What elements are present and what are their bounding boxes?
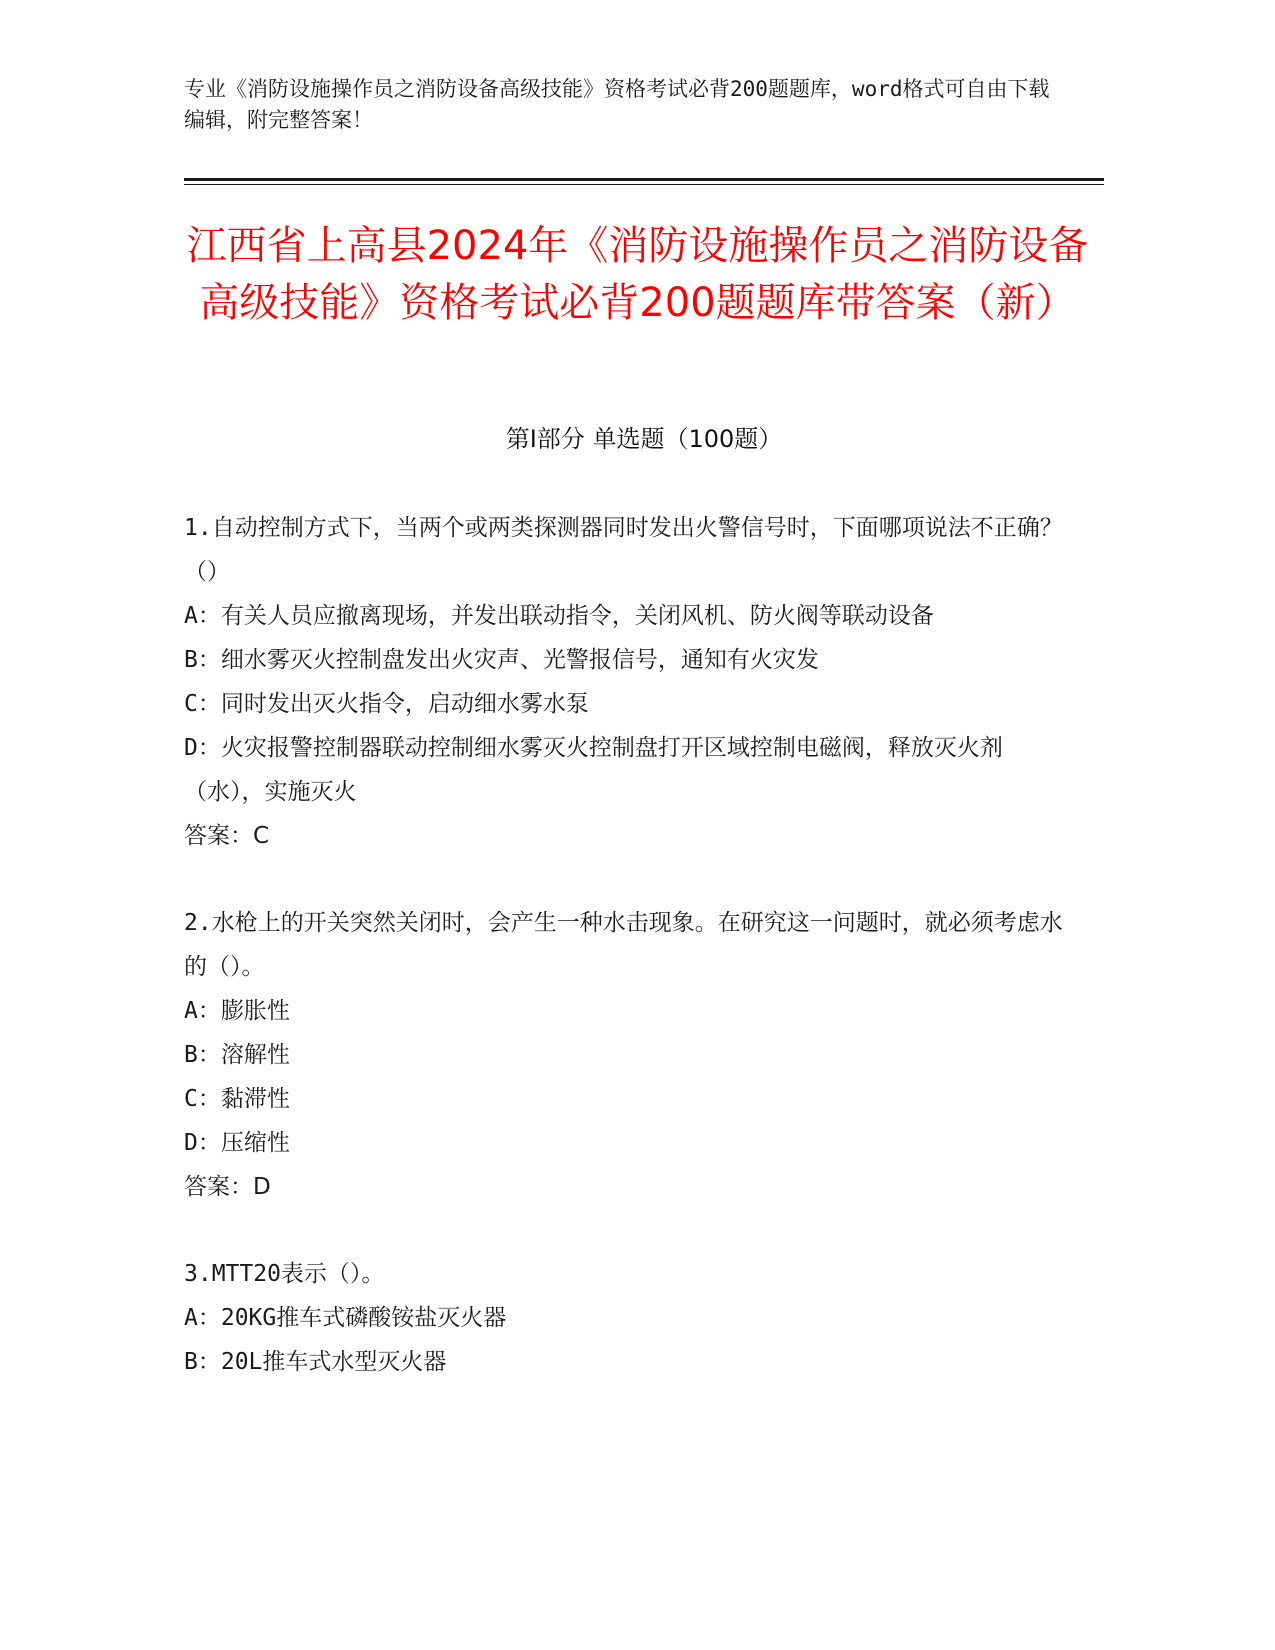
header-note: 专业《消防设施操作员之消防设备高级技能》资格考试必背200题题库，word格式可自由下载编辑，附完整答案！ [184,77,1050,132]
section-heading: 第Ⅰ部分 单选题（100题） [505,425,783,453]
option-a: A：有关人员应撤离现场，并发出联动指令，关闭风机、防火阀等联动设备 [184,603,934,629]
option-d: D：火灾报警控制器联动控制细水雾灭火控制盘打开区域控制电磁阀，释放灭火剂（水），实施灭火 [184,735,1003,805]
header-divider-thick [184,178,1104,181]
header-divider-thin [184,184,1104,185]
option-a: A：膨胀性 [184,998,290,1024]
option-c: C：同时发出灭火指令，启动细水雾水泵 [184,691,589,717]
answer-line: 答案：D [184,1174,271,1200]
question-item [184,901,1064,1209]
option-c: C：黏滞性 [184,1086,290,1112]
document-title: 江西省上高县2024年《消防设施操作员之消防设备高级技能》资格考试必背200题题库带答案（新） [186,223,1089,326]
question-stem: 1.自动控制方式下，当两个或两类探测器同时发出火警信号时，下面哪项说法不正确？（） [184,515,1063,585]
option-b: B：20L推车式水型灭火器 [184,1349,447,1375]
question-stem: 2.水枪上的开关突然关闭时，会产生一种水击现象。在研究这一问题时，就必须考虑水的（）。 [184,910,1063,980]
answer-line: 答案：C [184,823,270,849]
question-stem: 3.MTT20表示（）。 [184,1261,385,1287]
option-a: A：20KG推车式磷酸铵盐灭火器 [184,1305,507,1331]
question-list [184,506,1064,1427]
option-d: D：压缩性 [184,1130,290,1156]
option-b: B：细水雾灭火控制盘发出火灾声、光警报信号，通知有火灾发 [184,647,819,673]
question-item [184,1252,1064,1384]
option-b: B：溶解性 [184,1042,290,1068]
question-item [184,506,1064,858]
